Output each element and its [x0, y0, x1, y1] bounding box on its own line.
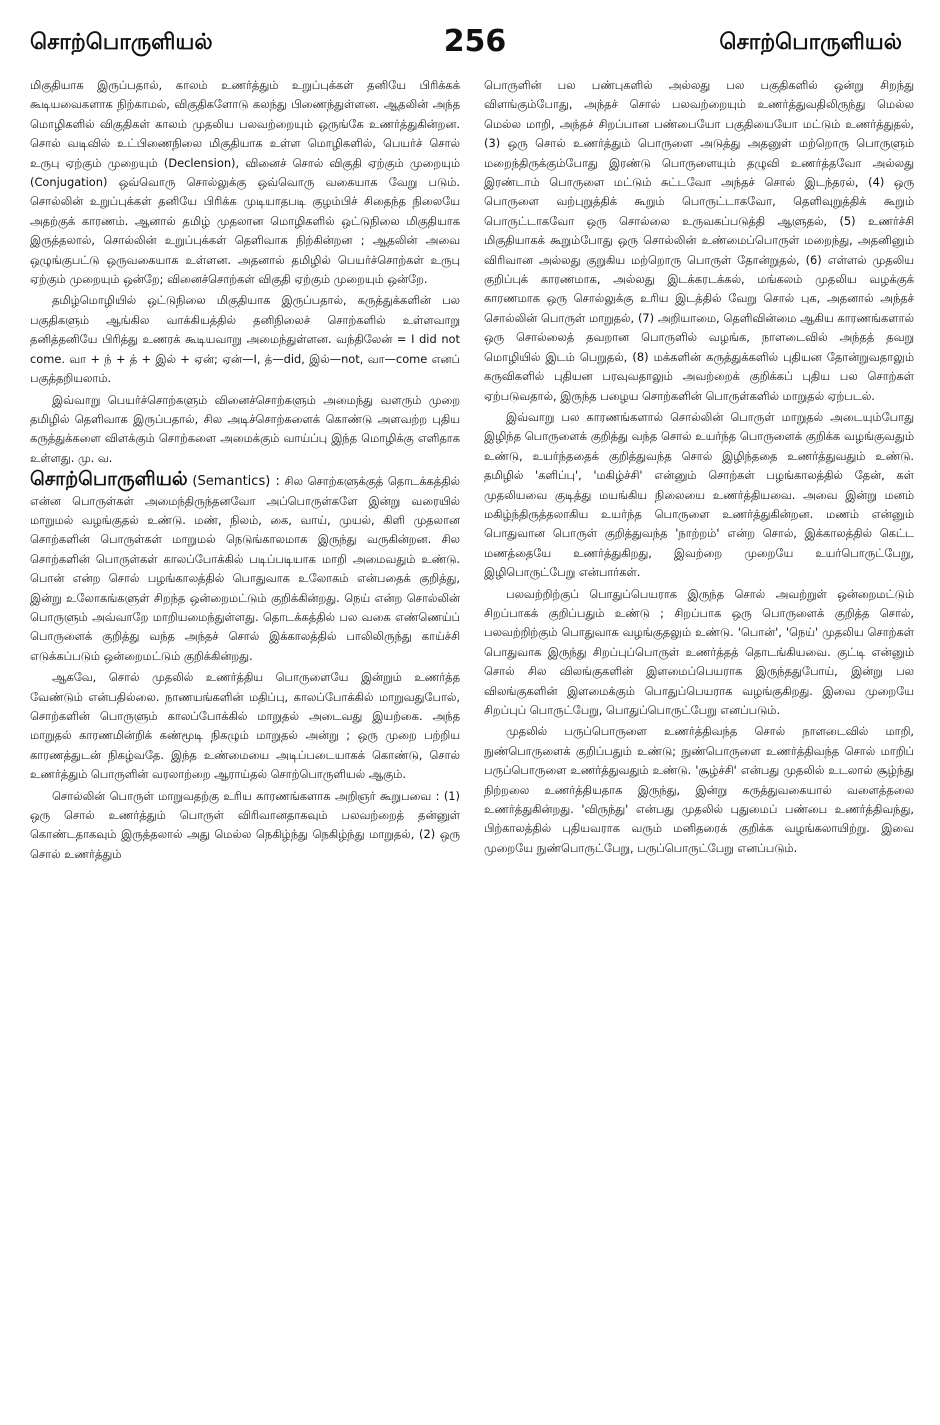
entry-paragraph — [30, 470, 460, 666]
entry-english-term: (Semantics) : — [192, 474, 280, 490]
entry-text: சில சொற்களுக்குத் தொடக்கத்தில் என்ன பொருள்கள் அமைந்திருந்தனவோ அப்பொருள்களே இன்று வரையில் மாறுமல் வழங்குதல் உண்டு. மண், நிலம், கை, வாய், முயல், கிளி முதலான சொற்களின் பொருள்கள் மாறுமல் நெடுங்காலமாக இருந்து வருகின்றன. சில சொற்களின் பொருள்கள் காலப்போக்கில் படிப்படியாக மாறி அமைவதும் உண்டு. பொன் என்ற சொல் பழங்காலத்தில் பொதுவாக உலோகம் என்பதைக் குறித்து, இன்று உலோகங்களுள் சிறந்த ஒன்றைமட்டும் குறிக்கின்றது. நெய் என்ற சொல்லின் பொருளும் அவ்வாறே மாறியமைந்துள்ளது. தொடக்கத்தில் பல வகை எண்ணெய்ப் பொருளைக் குறித்து வந்த அந்தச் சொல் இக்காலத்தில் பாலிலிருந்து காய்ச்சி எடுக்கப்படும் ஒன்றைமட்டும் குறிக்கின்றது. — [30, 474, 460, 663]
paragraph: மிகுதியாக இருப்பதால், காலம் உணர்த்தும் உறுப்புக்கள் தனியே பிரிக்கக் கூடியவைகளாக நிற்காமல், விகுதிகளோடு கலந்து பிணைந்துள்ளன. ஆதலின் அந்த மொழிகளில் விகுதிகள் காலம் முதலிய பலவற்றையும் ஒருங்கே உணர்த்துகின்றன. சொல் வடிவில் உட்பிணைநிலை மிகுதியாக உள்ள மொழிகளில், பெயர்ச் சொல் உருபு ஏற்கும் முறையும் (Declension), வினைச் சொல் விகுதி ஏற்கும் முறையும் (Conjugation) ஒவ்வொரு சொல்லுக்கு ஒவ்வொரு வகையாக வேறு படும். சொல்லின் உறுப்புக்கள் தனியே பிரிக்க முடியாதபடி குழம்பிச் சிதைந்த நிலையே அதற்குக் காரணம். ஆனால் தமிழ் முதலான மொழிகளில் ஒட்டுநிலை மிகுதியாக இருத்தலால், சொல்லின் உறுப்புக்கள் தெளிவாக நிற்கின்றன ; ஆதலின் அவை ஒழுங்குபட்டு ஒருவகையாக உள்ளன. அதனால் தமிழில் பெயர்ச்சொற்கள் உருபு ஏற்கும் முறையும் ஒன்றே; வினைச்சொற்கள் விகுதி ஏற்கும் முறையும் ஒன்றே. — [30, 78, 460, 287]
paragraph: முதலில் பருப்பொருளை உணர்த்திவந்த சொல் நாளடைவில் மாறி, நுண்பொருளைக் குறிப்பதும் உண்டு; நுண்பொருளை உணர்த்திவந்த சொல் மாறிப் பருப்பொருளை உணர்த்துவதும் உண்டு. 'சூழ்ச்சி' என்பது முதலில் உடலால் சூழ்ந்து நிற்றலை உணர்த்தியதாக இருந்து, இன்று கருத்துவகையால் வளைத்தலை உணர்த்துகின்றது. 'விருந்து' என்பது முதலில் புதுமைப் பண்பை உணர்த்திவந்து, பிற்காலத்தில் புதியவராக வரும் மனிதரைக் குறிக்க வழங்கலாயிற்று. இவை முறையே நுண்பொருட்பேறு, பருப்பொருட்பேறு எனப்படும். — [484, 724, 914, 855]
paragraph: இவ்வாறு பெயர்ச்சொற்களும் வினைச்சொற்களும் அமைந்து வளரும் முறை தமிழில் தெளிவாக இருப்பதால், சில அடிச்சொற்களைக் கொண்டு அளவற்ற புதிய கருத்துக்களை விளக்கும் சொற்களை அமைக்கும் வாய்ப்பு இந்த மொழிக்கு எளிதாக உள்ளது. மு. வ. — [30, 392, 460, 465]
paragraph: இவ்வாறு பல காரணங்களால் சொல்லின் பொருள் மாறுதல் அடையும்போது இழிந்த பொருளைக் குறித்து வந்த சொல் உயர்ந்த பொருளைக் குறிக்க வழங்குவதும் உண்டு, உயர்ந்ததைக் குறித்துவந்த சொல் இழிந்ததை உணர்த்துவதும் உண்டு. தமிழில் 'களிப்பு', 'மகிழ்ச்சி' என்னும் சொற்கள் பழங்காலத்தில் தேன், கள் முதலியவை குடித்து மயங்கிய நிலையை உணர்த்தியவை. அவை இன்று மனம் மகிழ்ந்திருத்தலாகிய உயர்ந்த பொருளை உணர்த்துகின்றன. மணம் என்னும் பொதுவான பொருள் குறித்துவந்த 'நாற்றம்' என்ற சொல், இக்காலத்தில் கெட்ட மணத்தையே உணர்த்துகிறது, இவற்றை முறையே உயர்பொருட்பேறு, இழிபொருட்பேறு என்பார்கள். — [484, 409, 914, 580]
paragraph: தமிழ்மொழியில் ஒட்டுநிலை மிகுதியாக இருப்பதால், கருத்துக்களின் பல பகுதிகளும் ஆங்கில வாக்கியத்தில் தனிநிலைச் சொற்களில் உள்ளவாறு தனித்தனியே பிரித்து உணரக் கூடியவாறு அமைந்துள்ளன. வந்திலேன் = I did not come. வா + ந் + த் + இல் + ஏன்; ஏன்—I, த்—did, இல்—not, வா—come எனப் பகுத்தறியலாம். — [30, 293, 460, 386]
running-head-right: சொற்பொருளியல் — [719, 30, 902, 55]
paragraph: பொருளின் பல பண்புகளில் அல்லது பல பகுதிகளில் ஒன்று சிறந்து விளங்கும்போது, அந்தச் சொல் பலவற்றையும் உணர்த்துவதிலிருந்து மெல்ல மெல்ல மாறி, அந்தச் சிறப்பான பண்பையோ பகுதியையோ மட்டும் உணர்த்துதல், (3) ஒரு சொல் உணர்த்தும் பொருளை அடுத்து அதனுள் மற்றொரு பொருளும் மறைந்திருக்கும்போது இரண்டு பொருளையும் தழுவி உணர்த்தவோ அல்லது இரண்டாம் பொருளை மட்டும் சுட்டவோ அந்தச் சொல் இடந்தரல், (4) ஒரு பொருளை வற்புறுத்திக் கூறும் பொருட்டாகவோ, தெளிவுறுத்திக் கூறும் பொருட்டாகவோ ஒரு சொல்லை உருவகப்படுத்தி ஆளுதல், (5) உணர்ச்சி மிகுதியாகக் கூறும்போது ஒரு சொல்லின் உண்மைப்பொருள் மறைந்து, அதனினும் விரிவான அல்லது குறுகிய மற்றொரு பொருள் தோன்றுதல், (6) எள்ளல் முதலிய குறிப்புக் காரணமாக, அல்லது இடக்கரடக்கல், மங்கலம் முதலிய வழக்குக் காரணமாக ஒரு சொல்லுக்கு உரிய இடத்தில் வேறு சொல் புக, அதனால் அந்தச் சொல்லின் பொருள் மாறுதல், (7) அறியாமை, தெளிவின்மை ஆகிய காரணங்களால் ஒரு சொல்லைத் தவறான பொருளில் வழங்க, நாளடைவில் அந்தத் தவறு மொழியில் இடம் பெறுதல், (8) மக்களின் கருத்துக்களில் புதியன தோன்றுவதாலும் கருவிகளில் புதியன பரவுவதாலும் அவற்றைக் குறிக்கப் புதிய பல சொற்கள் ஏற்படுவதால், இருந்த பழைய சொற்களின் பொருள்களில் மாறுதல் ஏற்படல். — [484, 78, 914, 403]
page-number: 256 — [443, 24, 507, 59]
paragraph: சொல்லின் பொருள் மாறுவதற்கு உரிய காரணங்களாக அறிஞர் கூறுபவை : (1) ஒரு சொல் உணர்த்தும் பொருள் விரிவானதாகவும் பலவற்றைத் தன்னுள் கொண்டதாகவும் இருத்தலால் அது மெல்ல நெகிழ்ந்து நெகிழ்ந்து மாறுதல், (2) ஒரு சொல் உணர்த்தும் — [30, 788, 460, 861]
paragraph: ஆகவே, சொல் முதலில் உணர்த்திய பொருளையே இன்றும் உணர்த்த வேண்டும் என்பதில்லை. நாணயங்களின் மதிப்பு, காலப்போக்கில் மாறுவதுபோல், சொற்களின் பொருளும் காலப்போக்கில் மாறுதல் அடைவது இயற்கை. அந்த மாறுதல் காரணமின்றிக் கண்மூடி நிகழும் மாறுதல் அன்று ; ஒரு முறை பற்றிய காரணத்துடன் நிகழ்வதே. இந்த உண்மையை அடிப்படையாகக் கொண்டு, சொல் உணர்த்தும் பொருளின் வரலாற்றை ஆராய்தல் சொற்பொருளியல் ஆகும். — [30, 670, 460, 782]
page-header — [0, 0, 940, 70]
entry-headword: சொற்பொருளியல் — [30, 468, 188, 491]
paragraph: பலவற்றிற்குப் பொதுப்பெயராக இருந்த சொல் அவற்றுள் ஒன்றைமட்டும் சிறப்பாகக் குறிப்பதும் உண்டு ; சிறப்பாக ஒரு பொருளைக் குறித்த சொல், பலவற்றிற்கும் பொதுவாக வழங்குதலும் உண்டு. 'பொன்', 'நெய்' முதலிய சொற்கள் பொதுவாக இருந்து சிறப்புப்பொருள் உணர்த்தத் தொடங்கியவை. குட்டி என்னும் சொல் சில விலங்குகளின் இளமைப்பெயராக இருந்ததுபோய், இன்று பல விலங்குகளின் இளமைக்கும் பொதுப்பெயராக வழங்குகிறது. இவை முறையே சிறப்புப் பொருட்பேறு, பொதுப்பொருட்பேறு எனப்படும். — [484, 586, 914, 717]
running-head-left: சொற்பொருளியல் — [30, 30, 213, 55]
right-column — [484, 76, 914, 1406]
left-column — [30, 76, 460, 1406]
